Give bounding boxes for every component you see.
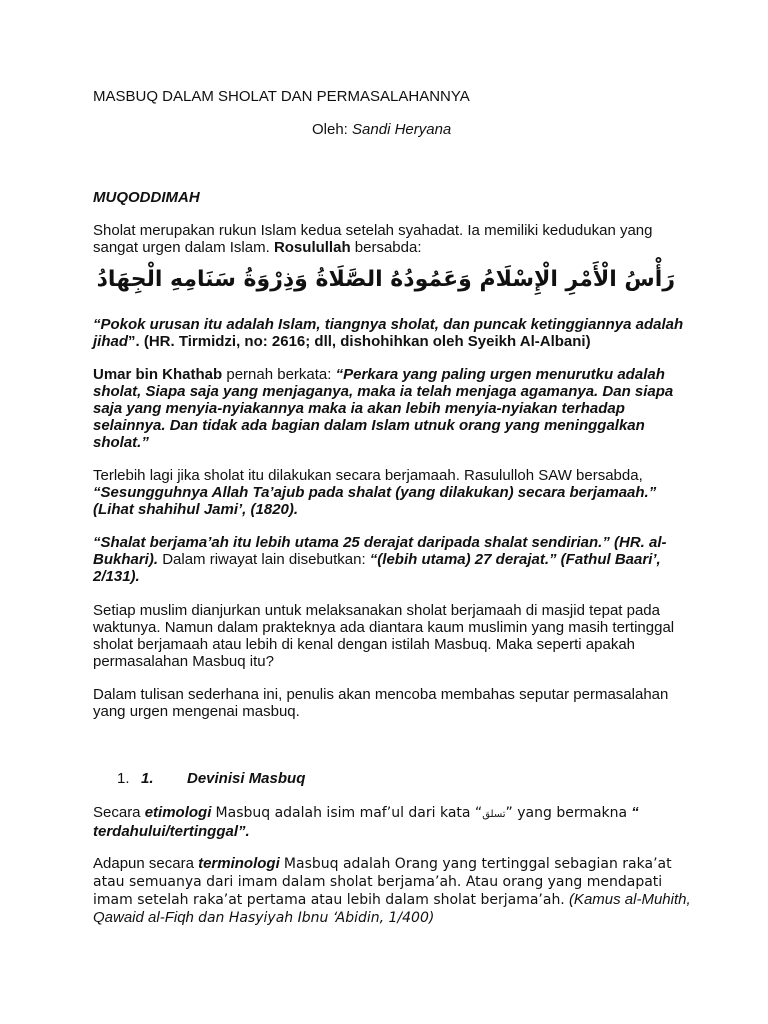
paragraph-umar-quote bbox=[93, 366, 693, 451]
arabic-hadith: رَأْسُ الْأَمْرِ الْإِسْلَامُ وَعَمُودُهُ الصَّلَاةُ وَذِرْوَةُ سَنَامِهِ الْجِهَادُ bbox=[96, 267, 675, 292]
intro-text: Sholat merupakan rukun Islam kedua setelah syahadat. Ia memiliki kedudukan yang sangat urgen dalam Islam. bbox=[93, 222, 653, 256]
hadith-translation: “Pokok urusan itu adalah Islam, tiangnya sholat, dan puncak ketinggiannya adalah jihad bbox=[93, 316, 684, 350]
etimologi-meaning: “ terdahului/tertinggal”. bbox=[93, 804, 639, 840]
paragraph-tulisan: Dalam tulisan sederhana ini, penulis akan mencoba membahas seputar permasalahan yang urgen mengenai masbuq. bbox=[93, 686, 669, 720]
hadith-source: ”. (HR. Tirmidzi, no: 2616; dll, dishohihkan oleh Syeikh Al-Albani) bbox=[128, 333, 591, 350]
terminologi-lead: Adapun secara bbox=[93, 855, 194, 872]
riwayat-lain-text: Dalam riwayat lain disebutkan: bbox=[162, 551, 366, 568]
terminologi-term: terminologi bbox=[198, 855, 280, 872]
berjamaah-hadith: “Sesungguhnya Allah Ta’ajub pada shalat (yang dilakukan) secara berjamaah.” (Lihat shahihul Jami’, (1820). bbox=[93, 484, 657, 518]
terminologi-source: (Kamus al-Muhith, Qawaid al-Fiqh bbox=[93, 891, 691, 926]
umar-name: Umar bin Khathab bbox=[93, 366, 223, 383]
bersabda-text: bersabda: bbox=[354, 239, 422, 256]
section-title: Devinisi Masbuq bbox=[187, 770, 306, 787]
etimologi-lead: Secara bbox=[93, 804, 141, 821]
paragraph-terminologi bbox=[93, 855, 693, 927]
etimologi-definition: Masbuq adalah isim maf’ul dari kata “ bbox=[215, 805, 483, 821]
berjamaah-text: Terlebih lagi jika sholat itu dilakukan secara berjamaah. Rasululloh SAW bersabda, bbox=[93, 467, 643, 484]
paragraph-berjamaah bbox=[93, 467, 693, 518]
rosulullah-text: Rosulullah bbox=[273, 239, 351, 256]
umar-quote: “Perkara yang paling urgen menurutku adalah sholat, Siapa saja yang menjaganya, maka ia telah menjaga agamanya. Dan siapa saja yang menyia-nyiakannya maka ia akan lebih menyia-nyiakan terhadap selainnya. Dan tidak ada bagian dalam Islam utnuk orang yang meninggalkan sholat.” bbox=[93, 366, 674, 451]
etimologi-meaning-lead: ” yang bermakna bbox=[505, 805, 628, 821]
section-subnumber: 1. bbox=[141, 770, 154, 787]
section-heading-muqoddimah: MUQODDIMAH bbox=[93, 189, 200, 206]
author-label: Oleh: bbox=[312, 121, 348, 138]
terminologi-source-cont: dan Hasyiyah Ibnu ‘Abidin, 1/400) bbox=[198, 910, 435, 926]
section-number: 1. bbox=[117, 770, 130, 787]
author-name: Sandi Heryana bbox=[352, 121, 452, 138]
section-1-heading bbox=[117, 770, 617, 787]
terminologi-definition: Masbuq adalah Orang yang tertinggal sebagian raka’at atau semuanya dari imam dalam sholat berjama’ah. Atau orang yang mendapati imam setelah raka’at pertama atau lebih dalam sholat berjama’ah. bbox=[93, 856, 672, 908]
paragraph-intro bbox=[93, 222, 693, 256]
paragraph-derajat bbox=[93, 534, 693, 585]
author-line bbox=[312, 121, 612, 138]
arabic-word: تسلق bbox=[482, 809, 506, 820]
umar-said: pernah berkata: bbox=[226, 366, 332, 383]
document-title: MASBUQ DALAM SHOLAT DAN PERMASALAHANNYA bbox=[93, 88, 470, 105]
derajat-25-hadith: “Shalat berjama’ah itu lebih utama 25 derajat daripada shalat sendirian.” (HR. al-Bukhari). bbox=[93, 534, 667, 568]
quote-hadith-translation bbox=[93, 316, 693, 350]
etimologi-term: etimologi bbox=[144, 804, 212, 821]
paragraph-masbuq-intro: Setiap muslim dianjurkan untuk melaksanakan sholat berjamaah di masjid tepat pada waktunya. Namun dalam prakteknya ada diantara kaum muslimin yang masih tertinggal sholat berjamaah atau lebih di kenal dengan istilah Masbuq. Maka seperti apakah permasalahan Masbuq itu? bbox=[93, 602, 675, 670]
derajat-27-hadith: “(lebih utama) 27 derajat.” (Fathul Baari’, 2/131). bbox=[93, 551, 661, 585]
paragraph-etimologi bbox=[93, 804, 693, 840]
